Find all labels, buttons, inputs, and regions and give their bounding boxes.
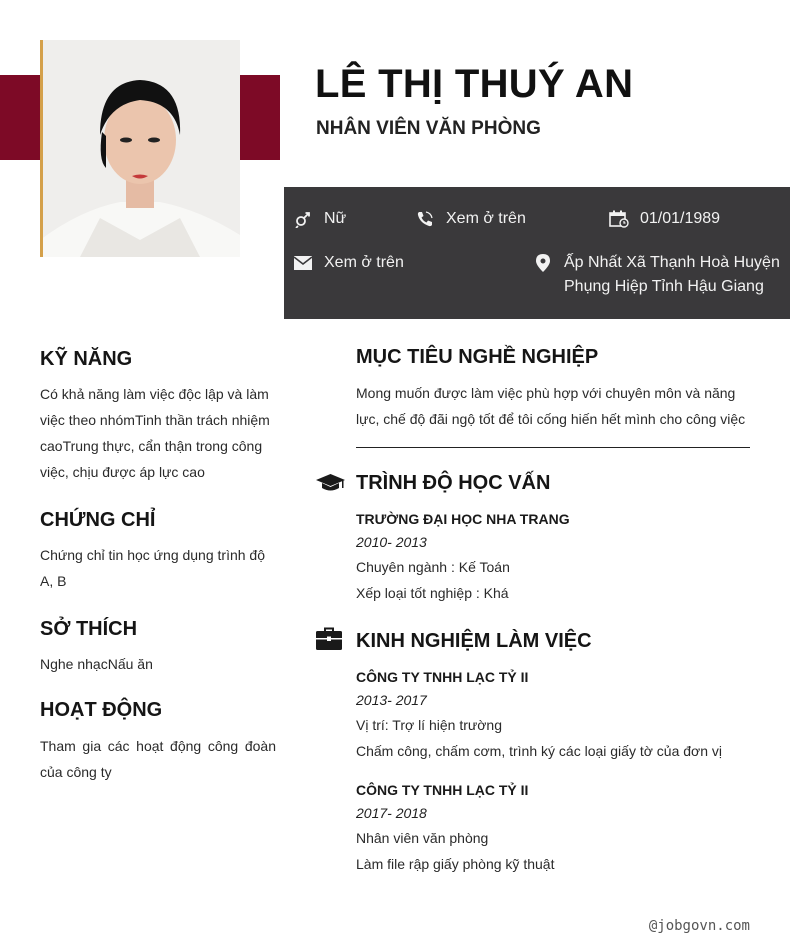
job-company: CÔNG TY TNHH LẠC TỶ II (356, 782, 529, 798)
phone-item (414, 209, 526, 231)
address-value (564, 251, 780, 299)
phone-value: Xem ở trên (446, 210, 526, 227)
location-pin-icon (532, 253, 554, 273)
skills-line: việc theo nhómTinh thần trách nhiệm (40, 412, 270, 428)
hobbies-title: SỞ THÍCH (40, 618, 138, 640)
gender-item (292, 209, 346, 231)
job-company: CÔNG TY TNHH LẠC TỶ II (356, 669, 529, 685)
skills-title: KỸ NĂNG (40, 348, 133, 370)
objective-text (356, 380, 756, 432)
activities-text: Tham gia các hoạt động công đoàn của công ty (40, 738, 276, 780)
objective-title: MỤC TIÊU NGHỀ NGHIỆP (356, 346, 599, 368)
experience-title: KINH NGHIỆM LÀM VIỆC (356, 630, 592, 652)
certificates-text (40, 542, 280, 594)
phone-icon (414, 209, 436, 229)
certificates-line: Chứng chỉ tin học ứng dụng trình độ (40, 547, 265, 563)
job-description: Chấm công, chấm cơm, trình ký các loại giấy tờ của đơn vị (356, 743, 723, 759)
profile-photo (40, 40, 240, 257)
graduation-cap-icon (316, 473, 345, 498)
watermark: @jobgovn.com (648, 918, 750, 934)
address-line-1: Ấp Nhất Xã Thạnh Hoà Huyện (564, 254, 780, 271)
address-item (532, 253, 780, 299)
school-name: TRƯỜNG ĐẠI HỌC NHA TRANG (356, 511, 570, 527)
full-name: LÊ THỊ THUÝ AN (315, 62, 634, 106)
education-grade: Xếp loại tốt nghiệp : Khá (356, 585, 509, 601)
birthday-item (608, 209, 720, 231)
birthday-value: 01/01/1989 (640, 210, 721, 227)
objective-line: lực, chế độ đãi ngộ tốt để tôi cống hiến hết mình cho công việc (356, 411, 746, 427)
hobbies-text: Nghe nhạcNấu ăn (40, 656, 153, 672)
education-major: Chuyên ngành : Kế Toán (356, 559, 510, 575)
job-period: 2017- 2018 (356, 805, 427, 821)
skills-line: Có khả năng làm việc độc lập và làm (40, 386, 269, 402)
skills-line: caoTrung thực, cẩn thận trong công (40, 438, 263, 454)
gender-icon (292, 209, 314, 229)
skills-text (40, 381, 280, 485)
job-title: NHÂN VIÊN VĂN PHÒNG (316, 118, 541, 139)
email-value: Xem ở trên (324, 254, 404, 271)
certificates-title: CHỨNG CHỈ (40, 509, 156, 531)
activities-title: HOẠT ĐỘNG (40, 699, 163, 721)
email-item (292, 253, 404, 275)
briefcase-icon (316, 627, 342, 655)
job-period: 2013- 2017 (356, 692, 427, 708)
skills-line: việc, chịu được áp lực cao (40, 464, 205, 480)
certificates-line: A, B (40, 573, 67, 589)
mail-icon (292, 253, 314, 273)
gender-value: Nữ (324, 210, 347, 227)
education-title: TRÌNH ĐỘ HỌC VẤN (356, 472, 551, 494)
job-description: Làm file rập giấy phòng kỹ thuật (356, 856, 555, 872)
section-divider (356, 447, 750, 448)
address-line-2: Phụng Hiệp Tỉnh Hậu Giang (564, 278, 764, 295)
objective-line: Mong muốn được làm việc phù hợp với chuyên môn và năng (356, 385, 736, 401)
calendar-icon (608, 209, 630, 229)
job-position: Vị trí: Trợ lí hiện trường (356, 717, 502, 733)
job-position: Nhân viên văn phòng (356, 830, 489, 846)
education-period: 2010- 2013 (356, 534, 427, 550)
contact-info-panel (284, 187, 790, 319)
